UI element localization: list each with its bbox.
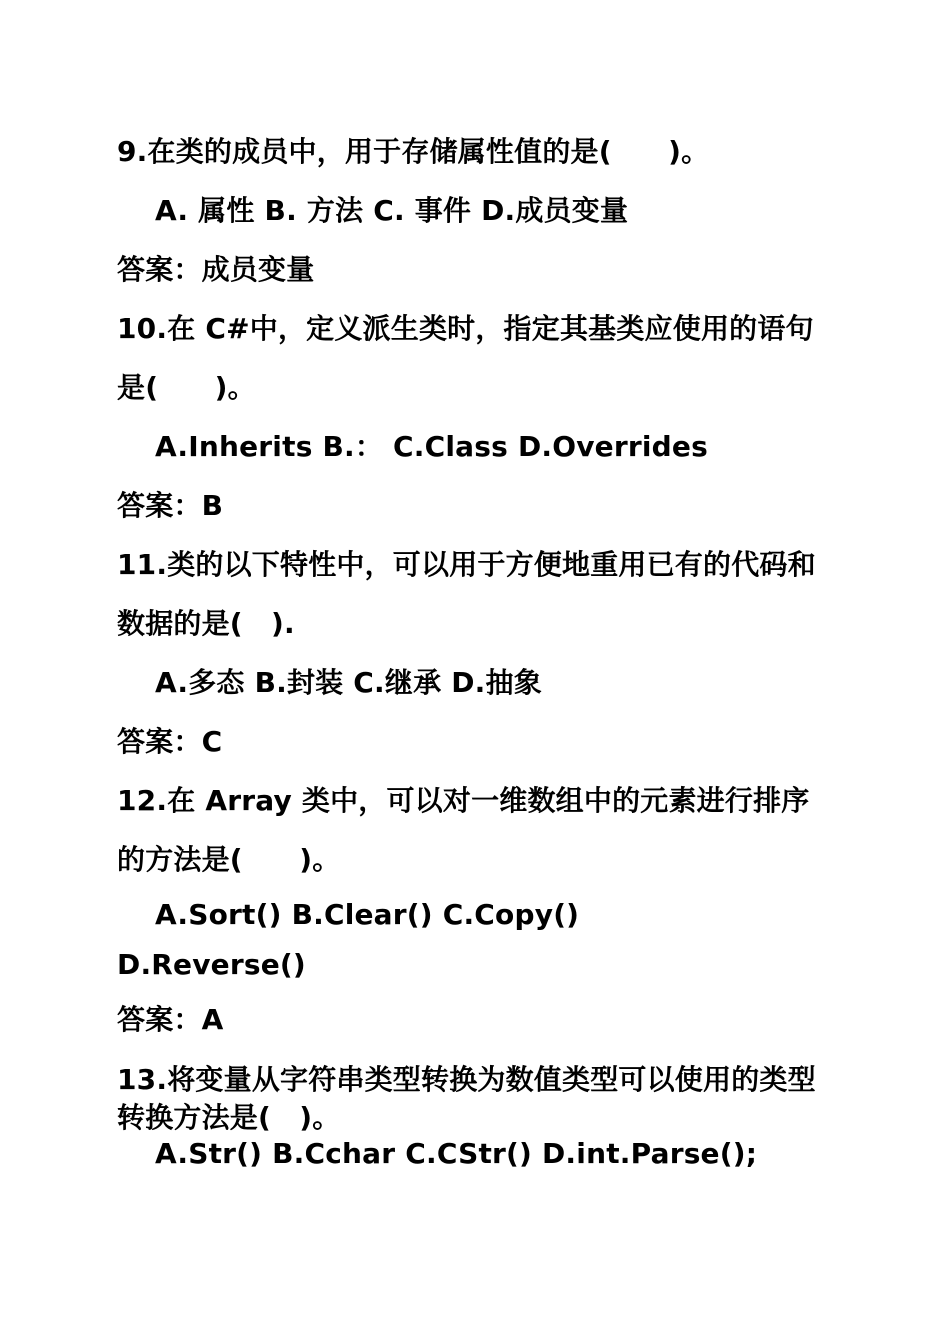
question-9-answer: 答案：成员变量: [117, 253, 315, 286]
question-12-options-line-1: A.Sort() B.Clear() C.Copy(): [155, 898, 580, 931]
question-12-answer: 答案：A: [117, 1003, 224, 1036]
question-11-stem-line-1: 11.类的以下特性中，可以用于方便地重用已有的代码和: [117, 548, 816, 581]
question-12-stem-line-2: 的方法是( )。: [117, 843, 341, 876]
question-12-stem-line-1: 12.在 Array 类中，可以对一维数组中的元素进行排序: [117, 784, 810, 817]
question-12-options-line-2: D.Reverse(): [117, 948, 306, 981]
question-11-options: A.多态 B.封装 C.继承 D.抽象: [155, 666, 542, 699]
question-13-stem-line-2: 转换方法是( )。: [117, 1101, 341, 1134]
question-10-stem-line-2: 是( )。: [117, 371, 256, 404]
question-10-options: A.Inherits B.： C.Class D.Overrides: [155, 430, 708, 463]
question-9-options: A. 属性 B. 方法 C. 事件 D.成员变量: [155, 194, 629, 227]
question-13-stem-line-1: 13.将变量从字符串类型转换为数值类型可以使用的类型: [117, 1063, 816, 1096]
question-10-stem-line-1: 10.在 C#中，定义派生类时，指定其基类应使用的语句: [117, 312, 814, 345]
question-11-stem-line-2: 数据的是( ).: [117, 607, 295, 640]
question-11-answer: 答案：C: [117, 725, 223, 758]
question-13-options: A.Str() B.Cchar C.CStr() D.int.Parse();: [155, 1137, 758, 1170]
question-9-stem: 9.在类的成员中，用于存储属性值的是( )。: [117, 135, 710, 168]
question-10-answer: 答案：B: [117, 489, 224, 522]
